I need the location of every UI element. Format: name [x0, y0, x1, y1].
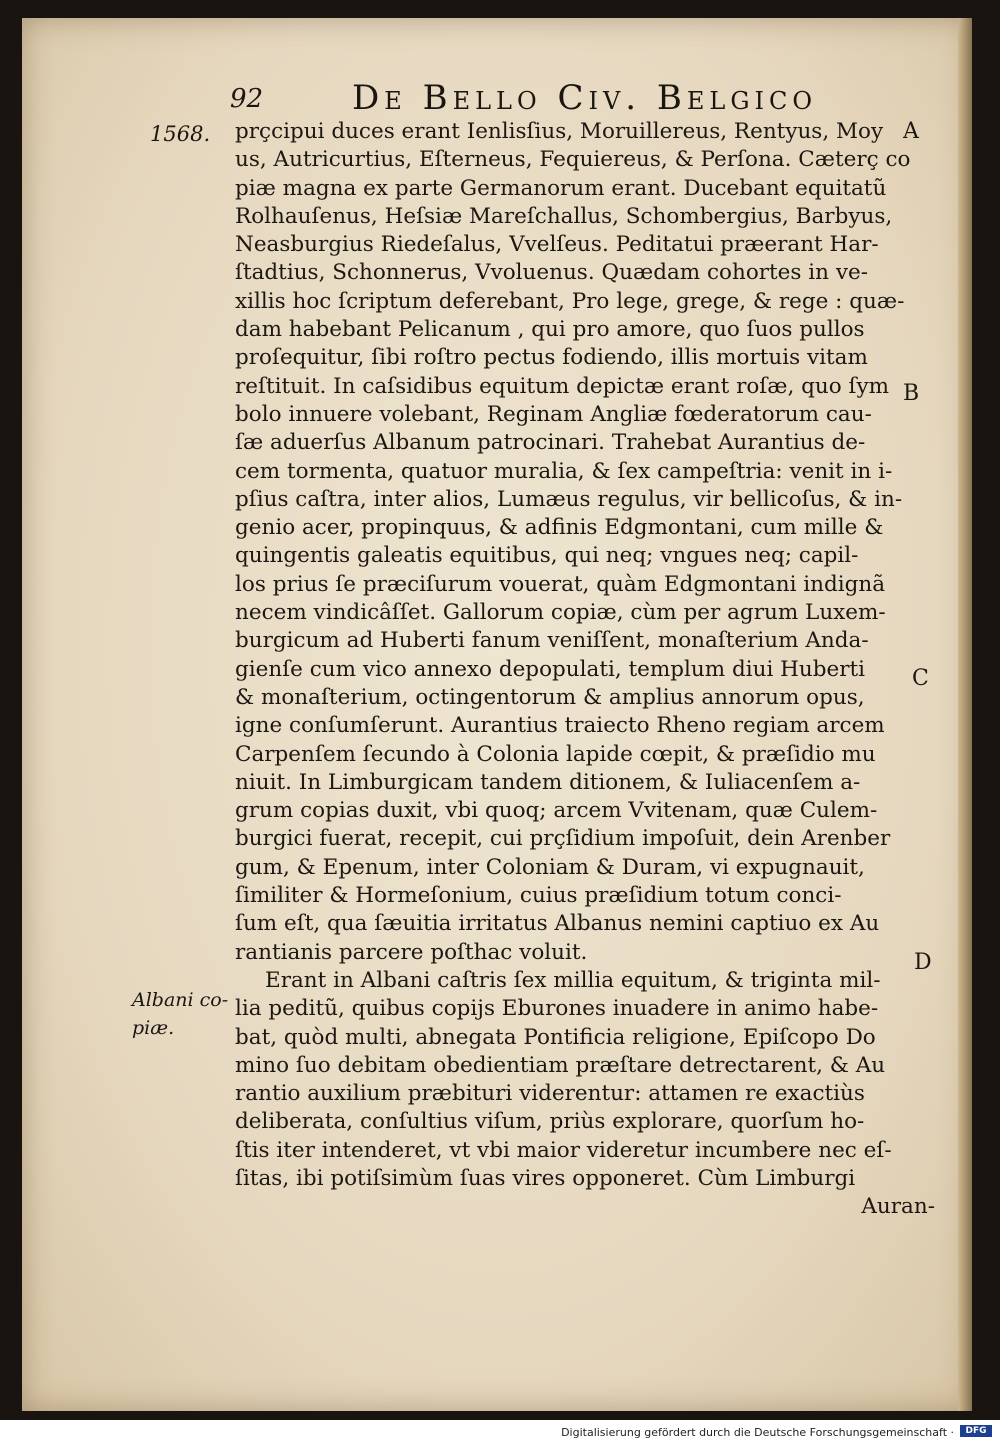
text-line: Carpenſem ſecundo à Colonia lapide cœpit, & præſidio mu — [235, 741, 876, 767]
text-line: cem tormenta, quatuor muralia, & ſex campeſtria: venit in i- — [235, 458, 893, 484]
book-page — [22, 18, 972, 1411]
text-line: ſtadtius, Schonnerus, Vvoluenus. Quædam cohortes in ve- — [235, 260, 868, 286]
text-line: necem vindicâſſet. Gallorum copiæ, cùm per agrum Luxem- — [235, 600, 886, 626]
text-line: dam habebant Pelicanum , qui pro amore, quo ſuos pullos — [235, 317, 865, 343]
margin-letter-d: D — [914, 950, 932, 975]
text-line: burgici fuerat, recepit, cui prçſidium impoſuit, dein Arenber — [235, 826, 891, 852]
margin-letter-b: B — [903, 381, 920, 406]
text-line: gum, & Epenum, inter Coloniam & Duram, vi expugnauit, — [235, 854, 865, 880]
text-line: igne conſumſerunt. Aurantius traiecto Rheno regiam arcem — [235, 713, 885, 739]
marginal-note — [132, 986, 232, 1042]
catchword: Auran- — [861, 1194, 935, 1220]
text-line: piæ magna ex parte Germanorum erant. Ducebant equitatũ — [235, 175, 887, 201]
text-line: niuit. In Limburgicam tandem ditionem, & Iuliacenſem a- — [235, 769, 861, 795]
text-line: genio acer, propinquus, & adfinis Edgmontani, cum mille & — [235, 515, 884, 541]
text-line: los prius ſe præciſurum vouerat, quàm Edgmontani indignã — [235, 571, 886, 597]
text-line: Rolhauſenus, Heſsiæ Mareſchallus, Schombergius, Barbyus, — [235, 203, 893, 229]
text-line: bolo innuere volebant, Reginam Angliæ fœderatorum cau- — [235, 401, 872, 427]
text-line: us, Autricurtius, Eſterneus, Fequiereus, & Perſona. Cæterç co — [235, 147, 911, 173]
text-line: & monaſterium, octingentorum & amplius annorum opus, — [235, 684, 865, 710]
page-spine-edge — [958, 18, 972, 1411]
funding-notice: Digitalisierung gefördert durch die Deutsche Forschungsgemeinschaft · — [561, 1426, 954, 1439]
digitization-footer — [0, 1420, 1000, 1442]
text-line: deliberata, conſultius viſum, priùs explorare, quorſum ho- — [235, 1109, 865, 1135]
text-line: lia peditũ, quibus copijs Eburones inuadere in animo habe- — [235, 996, 879, 1022]
margin-year: 1568. — [150, 122, 211, 146]
text-line: bat, quòd multi, abnegata Pontificia religione, Epiſcopo Do — [235, 1024, 876, 1050]
text-line: rantianis parcere poſthac voluit. — [235, 939, 588, 965]
text-line: prçcipui duces erant Ienlisſius, Moruillereus, Rentyus, Moy — [235, 119, 884, 144]
text-line: grum copias duxit, vbi quoq; arcem Vvitenam, quæ Culem- — [235, 798, 878, 824]
text-line: gienſe cum vico annexo depopulati, templum diui Huberti — [235, 656, 866, 682]
text-line: ſæ aduerſus Albanum patrocinari. Trahebat Aurantius de- — [235, 430, 866, 456]
text-line: Neasburgius Riedeſalus, Vvelſeus. Peditatui præerant Har- — [235, 232, 879, 258]
marginal-note-line: Albani co- — [132, 989, 229, 1011]
body-text — [235, 118, 935, 1222]
text-line: pſius caſtra, inter alios, Lumæus regulus, vir bellicoſus, & in- — [235, 486, 903, 512]
text-line: quingentis galeatis equitibus, qui neq; vngues neq; capil- — [235, 543, 859, 569]
marginal-note-line: piæ. — [132, 1017, 175, 1039]
margin-letter-c: C — [912, 666, 929, 691]
page-number: 92 — [230, 84, 264, 114]
text-line: mino ſuo debitam obedientiam præſtare detrectarent, & Au — [235, 1052, 886, 1078]
text-line: burgicum ad Huberti fanum veniſſent, monaſterium Anda- — [235, 628, 869, 654]
text-line: ſitas, ibi potiſsimùm ſuas vires opponeret. Cùm Limburgi — [235, 1165, 856, 1191]
running-title: De Bello Civ. Belgico — [352, 78, 818, 118]
margin-letter-a: A — [903, 119, 919, 144]
text-line: ſum eſt, qua ſæuitia irritatus Albanus nemini captiuo ex Au — [235, 911, 880, 937]
text-line: ſtis iter intenderet, vt vbi maior videretur incumbere nec eſ- — [235, 1137, 892, 1163]
dfg-logo: DFG — [960, 1425, 992, 1437]
text-line: xillis hoc ſcriptum deferebant, Pro lege, grege, & rege : quæ- — [235, 288, 905, 314]
text-line: rantio auxilium præbituri viderentur: attamen re exactiùs — [235, 1081, 865, 1107]
text-line: Erant in Albani caſtris ſex millia equitum, & triginta mil- — [265, 967, 881, 993]
text-line: ſimiliter & Hormeſonium, cuius præſidium totum conci- — [235, 883, 842, 909]
text-line: proſequitur, ſibi roſtro pectus fodiendo, illis mortuis vitam — [235, 345, 868, 371]
text-line: reſtituit. In caſsidibus equitum depictæ erant roſæ, quo ſym — [235, 373, 890, 399]
